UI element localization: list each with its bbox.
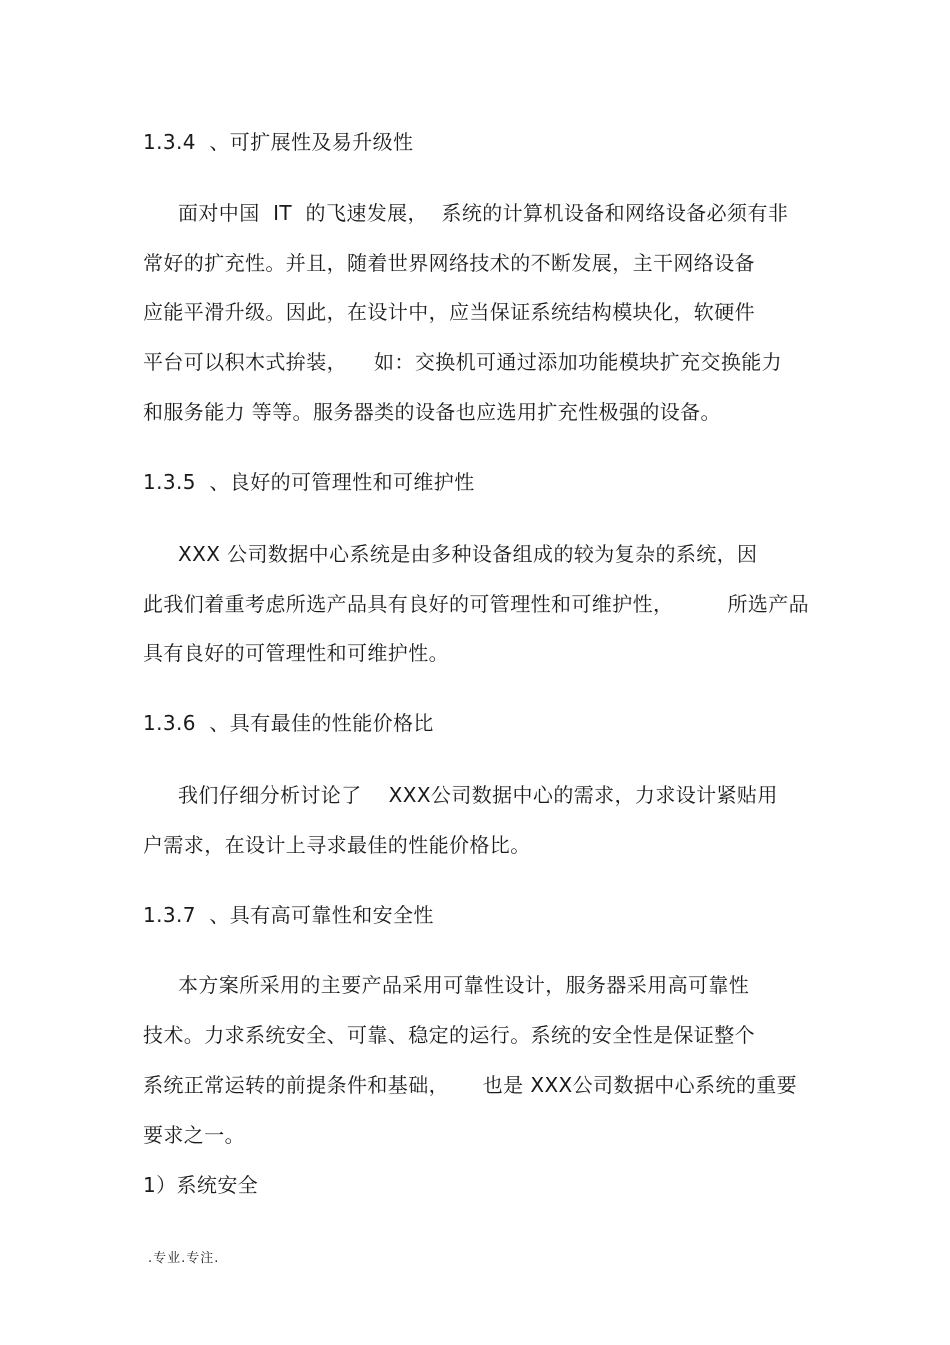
paragraph-line: 系统正常运转的前提条件和基础， 也是 XXX公司数据中心系统的重要 <box>143 1073 798 1097</box>
section-heading: 1.3.6 、具有最佳的性能价格比 <box>143 711 434 735</box>
section-heading: 1.3.7 、具有高可靠性和安全性 <box>143 903 434 927</box>
list-subheading: 1）系统安全 <box>143 1173 259 1197</box>
paragraph-line: 此我们着重考虑所选产品具有良好的可管理性和可维护性， 所选产品 <box>143 592 810 616</box>
paragraph-line: 我们仔细分析讨论了 XXX公司数据中心的需求，力求设计紧贴用 <box>178 783 778 807</box>
paragraph-line: 技术。力求系统安全、可靠、稳定的运行。系统的安全性是保证整个 <box>143 1023 755 1047</box>
paragraph-line: XXX 公司数据中心系统是由多种设备组成的较为复杂的系统，因 <box>178 542 758 566</box>
paragraph-line: 户需求，在设计上寻求最佳的性能价格比。 <box>143 833 531 857</box>
section-heading: 1.3.5 、良好的可管理性和可维护性 <box>143 470 475 494</box>
section-heading: 1.3.4 、可扩展性及易升级性 <box>143 130 414 154</box>
paragraph-line: 应能平滑升级。因此，在设计中，应当保证系统结构模块化，软硬件 <box>143 300 755 324</box>
paragraph-line: 和服务能力 等等。服务器类的设备也应选用扩充性极强的设备。 <box>143 400 721 424</box>
paragraph-line: 具有良好的可管理性和可维护性。 <box>143 641 449 665</box>
paragraph-line: 要求之一。 <box>143 1123 245 1147</box>
paragraph-line: 本方案所采用的主要产品采用可靠性设计，服务器采用高可靠性 <box>178 973 750 997</box>
paragraph-line: 面对中国 IT 的飞速发展， 系统的计算机设备和网络设备必须有非 <box>178 201 789 225</box>
paragraph-line: 平台可以积木式拚装， 如：交换机可通过添加功能模块扩充交换能力 <box>143 350 783 374</box>
paragraph-line: 常好的扩充性。并且，随着世界网络技术的不断发展，主干网络设备 <box>143 251 755 275</box>
page-footer: .专业.专注. <box>148 1251 220 1266</box>
